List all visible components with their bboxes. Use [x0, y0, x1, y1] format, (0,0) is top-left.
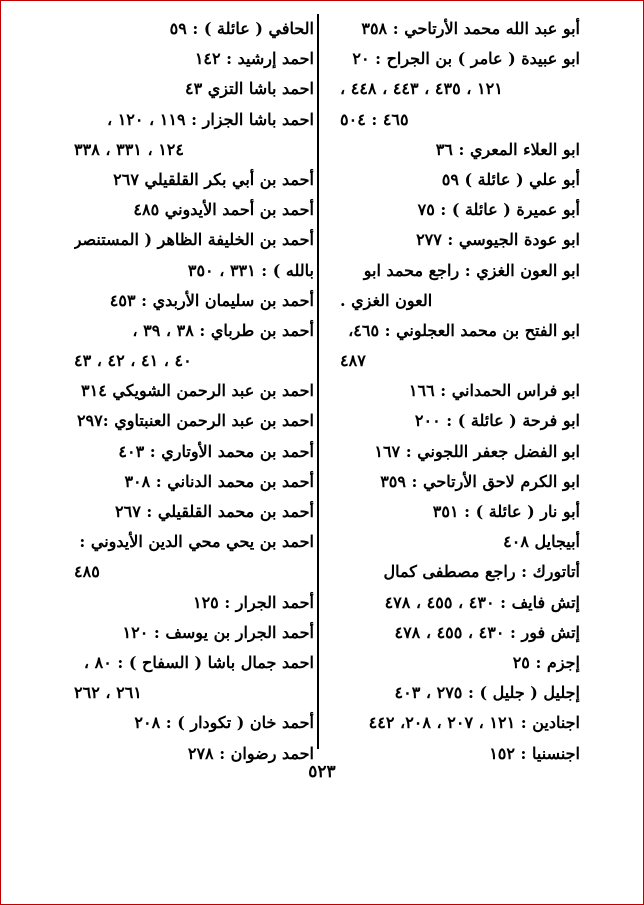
index-entry: الحافي ( عائلة ) : ٥٩: [169, 19, 314, 38]
index-entry: أحمد الجرار بن يوسف : ١٢٠: [122, 622, 314, 642]
index-entry: إجليل ( جليل ) : ٢٧٥ ، ٤٠٣: [394, 683, 580, 703]
index-entry: ابو الفضل جعفر اللجوني : ١٦٧: [374, 441, 580, 461]
index-entry-continuation: ٤٨٧: [340, 351, 366, 371]
index-entry-continuation: ١٢١ ، ٤٣٥ ، ٤٤٣ ، ٤٤٨ ،: [340, 79, 503, 99]
index-entry: أحمد بن أبي بكر القلقيلي ٢٦٧: [113, 169, 314, 189]
index-entry-continuation: ٢٦١ ، ٢٦٢: [74, 683, 142, 703]
index-entry: أحمد بن الخليفة الظاهر ( المستنصر: [74, 230, 314, 250]
index-entry: احمد باشا الجزار : ١١٩ ، ١٢٠ ،: [106, 109, 314, 129]
index-entry: احمد رضوان : ٢٧٨: [187, 743, 314, 763]
index-entry: أبو عميرة ( عائلة ) : ٧٥: [417, 200, 580, 220]
index-entry: ابو عبيدة ( عامر ) بن الجراح : ٢٠: [352, 49, 580, 69]
index-entry: أتاتورك : راجع مصطفى كمال: [383, 562, 580, 582]
index-entry: أحمد الجرار : ١٢٥: [192, 592, 314, 612]
index-entry-continuation: ٤٠ ، ٤١ ، ٤٢ ، ٤٣: [74, 351, 192, 371]
index-entry-continuation: بالله ) : ٣٣١ ، ٣٥٠: [187, 260, 314, 280]
index-entry: إجزم : ٢٥: [512, 652, 580, 672]
index-entry: أحمد بن محمد الدناني : ٣٠٨: [124, 471, 314, 491]
index-entry: ابو الفتح بن محمد العجلوني : ٤٦٥،: [348, 320, 580, 340]
index-entry: أبو علي ( عائلة ) ٥٩: [441, 169, 580, 189]
index-entry: أحمد بن أحمد الأيدوني ٤٨٥: [133, 200, 314, 220]
index-entry: اجنسنيا : ١٥٢: [489, 743, 580, 763]
index-page: [70, 14, 580, 763]
index-entry: أحمد بن سليمان الأربدي : ٤٥٣: [109, 290, 314, 310]
left-column: [74, 14, 314, 769]
index-entry: أحمد خان ( تكودار ) : ٢٠٨: [134, 713, 314, 733]
index-entry: احمد بن يحي محي الدين الأيدوني :: [79, 532, 314, 552]
index-entry: احمد باشا التزي ٤٣: [185, 79, 314, 99]
index-entry: اجنادين : ١٢١ ، ٢٠٧ ، ٢٠٨، ٤٤٢: [368, 713, 580, 733]
index-entry-continuation: ٤٨٥: [74, 562, 100, 582]
index-entry-continuation: العون الغزي .: [340, 290, 433, 310]
index-entry: احمد بن عبد الرحمن العنبتاوي :٢٩٧: [76, 411, 314, 431]
index-entry-continuation: ١٢٤ ، ٣٣١ ، ٣٣٨: [74, 139, 184, 159]
index-entry: ابو فرحة ( عائلة ) : ٢٠٠: [414, 411, 580, 431]
page-number: ٥٢٣: [308, 762, 336, 782]
index-entry: ابو عودة الجيوسي : ٢٧٧: [416, 230, 580, 250]
index-entry: أحمد بن محمد القلقيلي : ٢٦٧: [115, 502, 314, 521]
index-entry: ابو فراس الحمداني : ١٦٦: [408, 381, 580, 401]
index-entry: أحمد بن طرباي : ٣٨ ، ٣٩ ،: [132, 320, 314, 340]
index-entry: أبو نار ( عائلة ) : ٣٥١: [432, 502, 580, 521]
index-entry: احمد بن عبد الرحمن الشويكي ٣١٤: [81, 381, 314, 401]
index-entry: احمد جمال باشا ( السفاح ) : ٨٠ ،: [83, 652, 314, 672]
index-entry: إتش فايف : ٤٣٠ ، ٤٥٥ ، ٤٧٨: [384, 592, 580, 612]
index-entry: أبو عبد الله محمد الأرتاحي : ٣٥٨: [361, 19, 580, 38]
index-entry: أبيجايل ٤٠٨: [503, 532, 580, 552]
column-divider: [317, 14, 319, 749]
index-entry: أحمد بن محمد الأوتاري : ٤٠٣: [118, 441, 314, 461]
index-entry: احمد إرشيد : ١٤٢: [194, 49, 314, 69]
index-entry-continuation: ٤٦٥ : ٥٠٤: [340, 109, 409, 129]
index-entry: ابو الكرم لاحق الأرتاحي : ٣٥٩: [380, 471, 580, 491]
index-entry: ابو العون الغزي : راجع محمد ابو: [363, 260, 580, 280]
index-entry: إتش فور : ٤٣٠ ، ٤٥٥ ، ٤٧٨: [394, 622, 580, 642]
right-column: [340, 14, 580, 769]
index-entry: ابو العلاء المعري : ٣٦: [435, 139, 580, 159]
